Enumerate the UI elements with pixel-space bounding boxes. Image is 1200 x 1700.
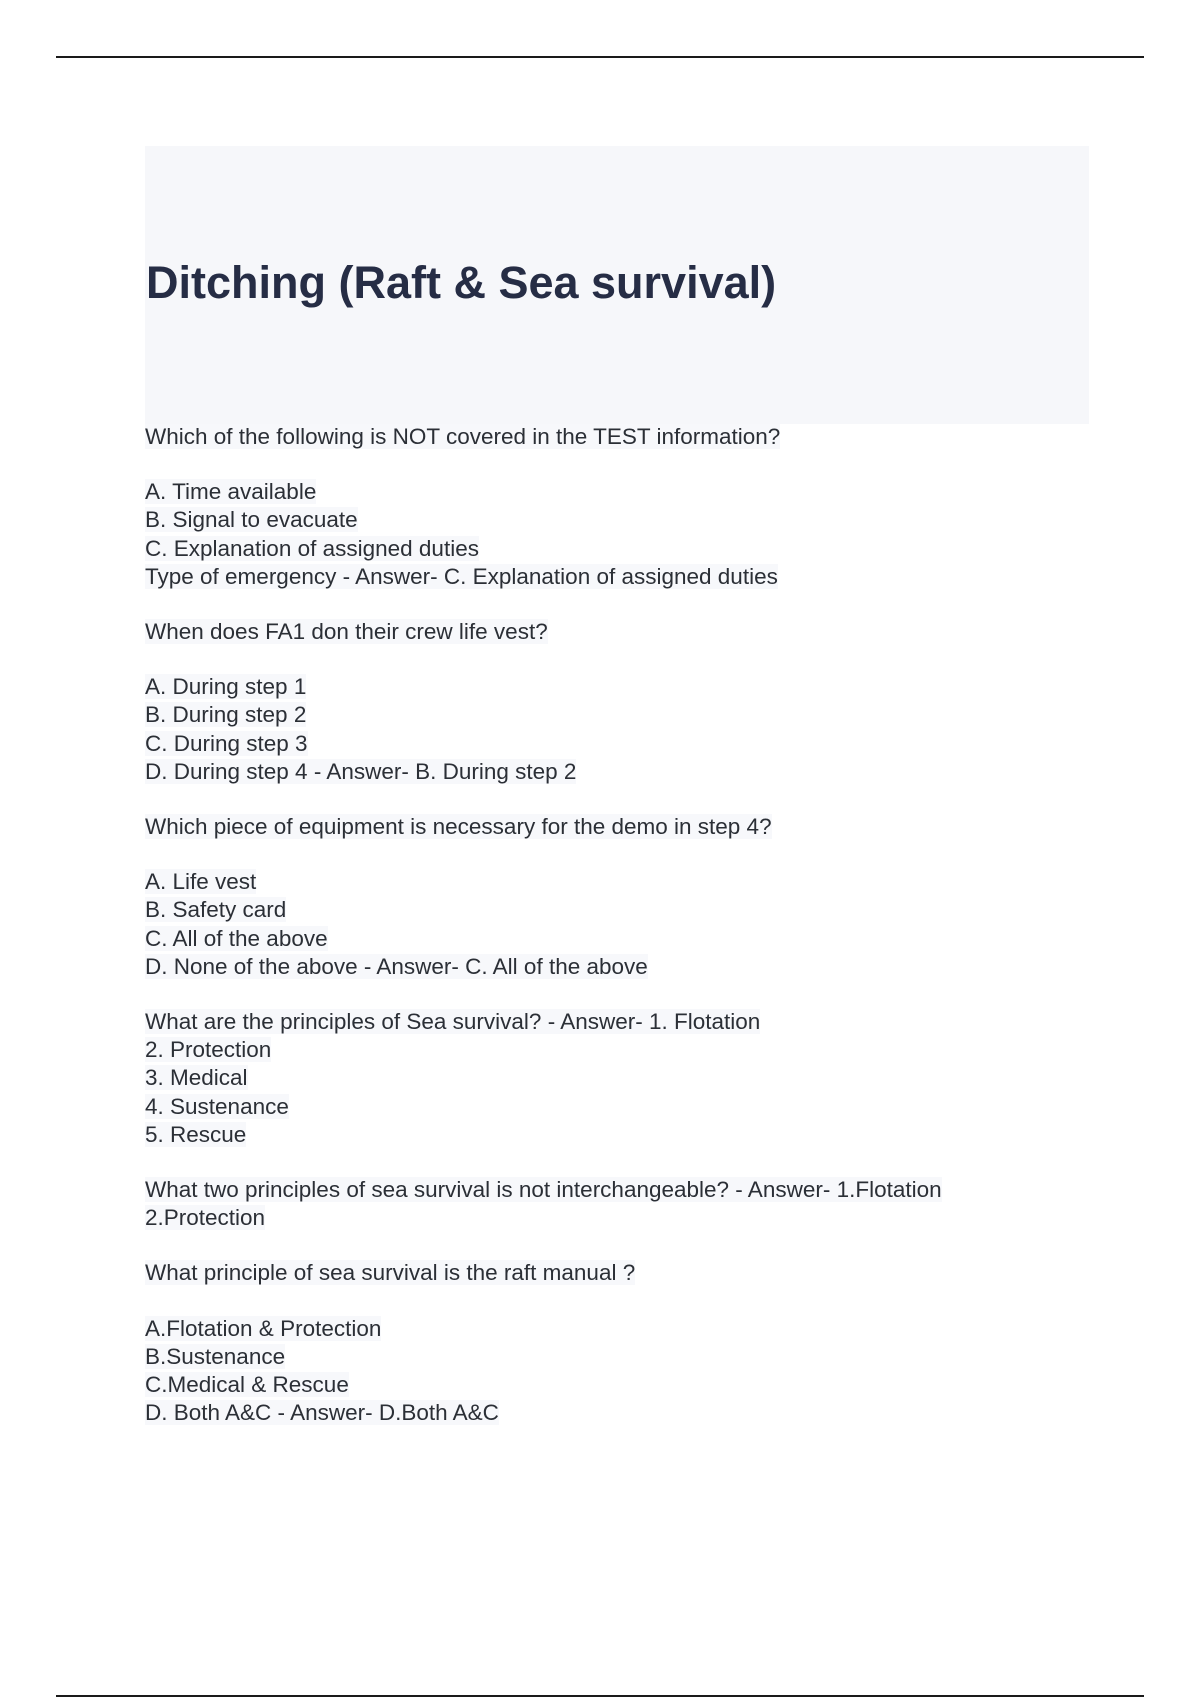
text-line-content: B.Sustenance (145, 1343, 286, 1369)
text-block (145, 1315, 1105, 1428)
text-line-content: C. During step 3 (145, 730, 308, 756)
text-line (145, 478, 1105, 506)
text-block (145, 1259, 1105, 1287)
text-line-content: What two principles of sea survival is not interchangeable? - Answer- 1.Flotation (145, 1177, 942, 1203)
text-line-content: C. All of the above (145, 925, 328, 951)
text-line (145, 730, 1105, 758)
text-line-content: A. Time available (145, 479, 317, 505)
text-line (145, 758, 1105, 786)
text-line-content: Which piece of equipment is necessary for the demo in step 4? (145, 814, 772, 840)
text-line (145, 1315, 1105, 1343)
text-line-content: C.Medical & Rescue (145, 1372, 349, 1398)
text-line-content: 4. Sustenance (145, 1093, 289, 1119)
text-line (145, 1371, 1105, 1399)
text-line-content: What are the principles of Sea survival? - Answer- 1. Flotation (145, 1009, 761, 1035)
text-line-content: 3. Medical (145, 1065, 248, 1091)
text-line-content: B. Safety card (145, 897, 287, 923)
text-line (145, 1176, 1105, 1204)
text-line-content: What principle of sea survival is the raft manual ? (145, 1260, 636, 1286)
text-block (145, 423, 1105, 451)
text-line (145, 701, 1105, 729)
text-line (145, 1259, 1105, 1287)
text-line (145, 423, 1105, 451)
text-line (145, 673, 1105, 701)
text-line (145, 1121, 1105, 1149)
text-line (145, 618, 1105, 646)
text-line-content: Which of the following is NOT covered in the TEST information? (145, 424, 781, 449)
text-line-content: D. Both A&C - Answer- D.Both A&C (145, 1400, 499, 1426)
bottom-rule (56, 1695, 1144, 1697)
text-block (145, 478, 1105, 591)
top-rule (56, 56, 1144, 58)
text-line-content: 2.Protection (145, 1205, 266, 1231)
text-line-content: B. Signal to evacuate (145, 507, 358, 533)
text-line (145, 1343, 1105, 1371)
text-block (145, 1008, 1105, 1149)
text-block (145, 673, 1105, 786)
text-line-content: Type of emergency - Answer- C. Explanation of assigned duties (145, 563, 778, 589)
text-line (145, 1204, 1105, 1232)
text-block (145, 813, 1105, 841)
text-line-content: D. During step 4 - Answer- B. During step 2 (145, 758, 577, 784)
text-line (145, 1008, 1105, 1036)
text-line (145, 813, 1105, 841)
text-block (145, 1176, 1105, 1232)
text-line (145, 563, 1105, 591)
text-line-content: When does FA1 don their crew life vest? (145, 619, 548, 645)
text-line-content: 5. Rescue (145, 1121, 247, 1147)
text-line-content: D. None of the above - Answer- C. All of the above (145, 953, 648, 979)
text-line (145, 868, 1105, 896)
text-line (145, 1064, 1105, 1092)
text-line-content: A. Life vest (145, 869, 257, 895)
document-title: Ditching (Raft & Sea survival) (146, 257, 777, 308)
text-line (145, 1036, 1105, 1064)
text-line (145, 1399, 1105, 1427)
text-line (145, 535, 1105, 563)
text-line (145, 896, 1105, 924)
text-line-content: A.Flotation & Protection (145, 1315, 382, 1341)
text-line-content: 2. Protection (145, 1037, 272, 1063)
text-line-content: A. During step 1 (145, 674, 307, 700)
text-line (145, 953, 1105, 981)
text-line (145, 506, 1105, 534)
text-line (145, 925, 1105, 953)
text-line-content: C. Explanation of assigned duties (145, 535, 479, 561)
text-block (145, 868, 1105, 981)
text-block (145, 618, 1105, 646)
document-body (145, 423, 1105, 1454)
text-line-content: B. During step 2 (145, 702, 307, 728)
text-line (145, 1093, 1105, 1121)
